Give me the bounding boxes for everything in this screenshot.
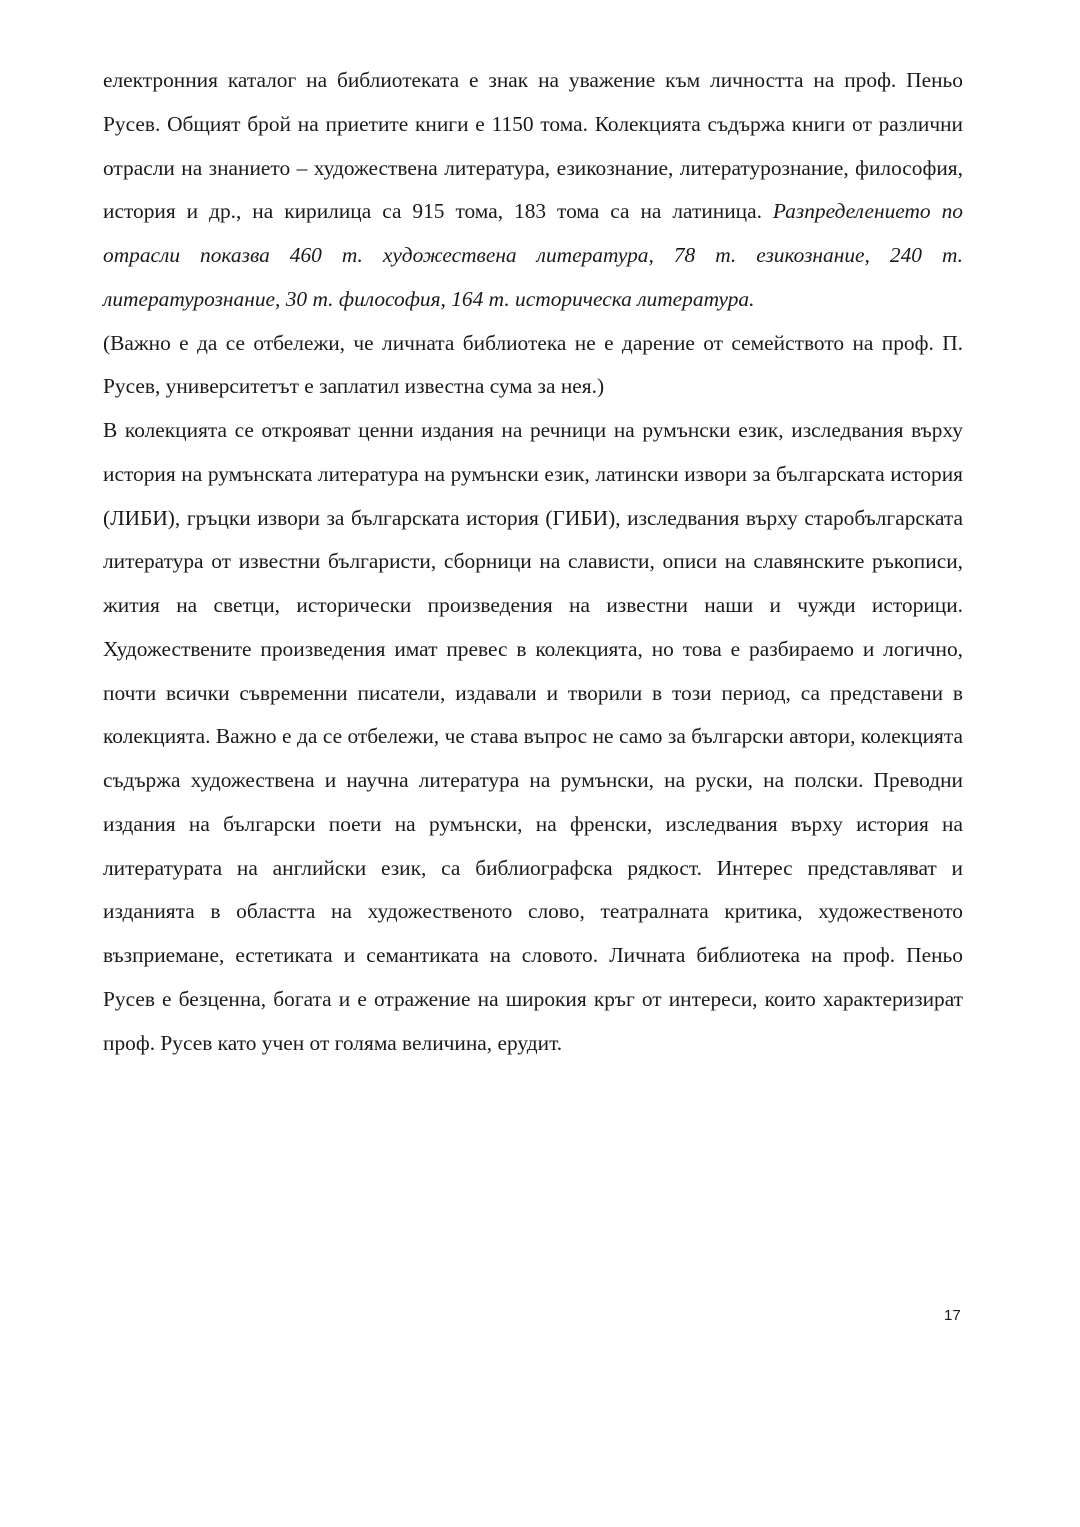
page-number: 17 [944, 1307, 961, 1324]
paragraph-distribution-italic: Разпределението по отрасли показва 460 т. художествена литература, 78 т. езикознание, 240 т. литературознание, 30 т. философия, 164 т. историческа литература. [103, 199, 963, 311]
paragraph-collection-summary [103, 59, 963, 322]
paragraph-collection-summary-text: електронния каталог на библиотеката е знак на уважение към личността на проф. Пеньо Русев. Общият брой на приетите книги е 1150 тома. Колекцията съдържа книги от различни отрасли на знанието – художествена литература, езикознание, литературознание, философия, история и др., на кирилица са 915 тома, 183 тома са на латиница. [103, 68, 963, 224]
paragraph-collection-highlights: В колекцията се открояват ценни издания на речници на румънски език, изследвания върху история на румънската литература на румънски език, латински извори за българската история (ЛИБИ), гръцки извори за българската история (ГИБИ), изследвания върху старобългарската литература от известни българисти, сборници на слависти, описи на славянските ръкописи, жития на светци, исторически произведения на известни наши и чужди историци. Художествените произведения имат превес в колекцията, но това е разбираемо и логично, почти всички съвременни писатели, издавали и творили в този период, са представени в колекцията. Важно е да се отбележи, че става въпрос не само за български автори, колекцията съдържа художествена и научна литература на румънски, на руски, на полски. Преводни издания на български поети на румънски, на френски, изследвания върху история на литературата на английски език, са библиографска рядкост. Интерес представляват и изданията в областта на художественото слово, театралната критика, художественото възприемане, естетиката и семантиката на словото. Личната библиотека на проф. Пеньо Русев е безценна, богата и е отражение на широкия кръг от интереси, които характеризират проф. Русев като учен от голяма величина, ерудит. [103, 418, 963, 1055]
body-text [103, 59, 963, 1065]
paragraph-note: (Важно е да се отбележи, че личната библиотека не е дарение от семейството на проф. П. Русев, университетът е заплатил известна сума за нея.) [103, 330, 963, 399]
